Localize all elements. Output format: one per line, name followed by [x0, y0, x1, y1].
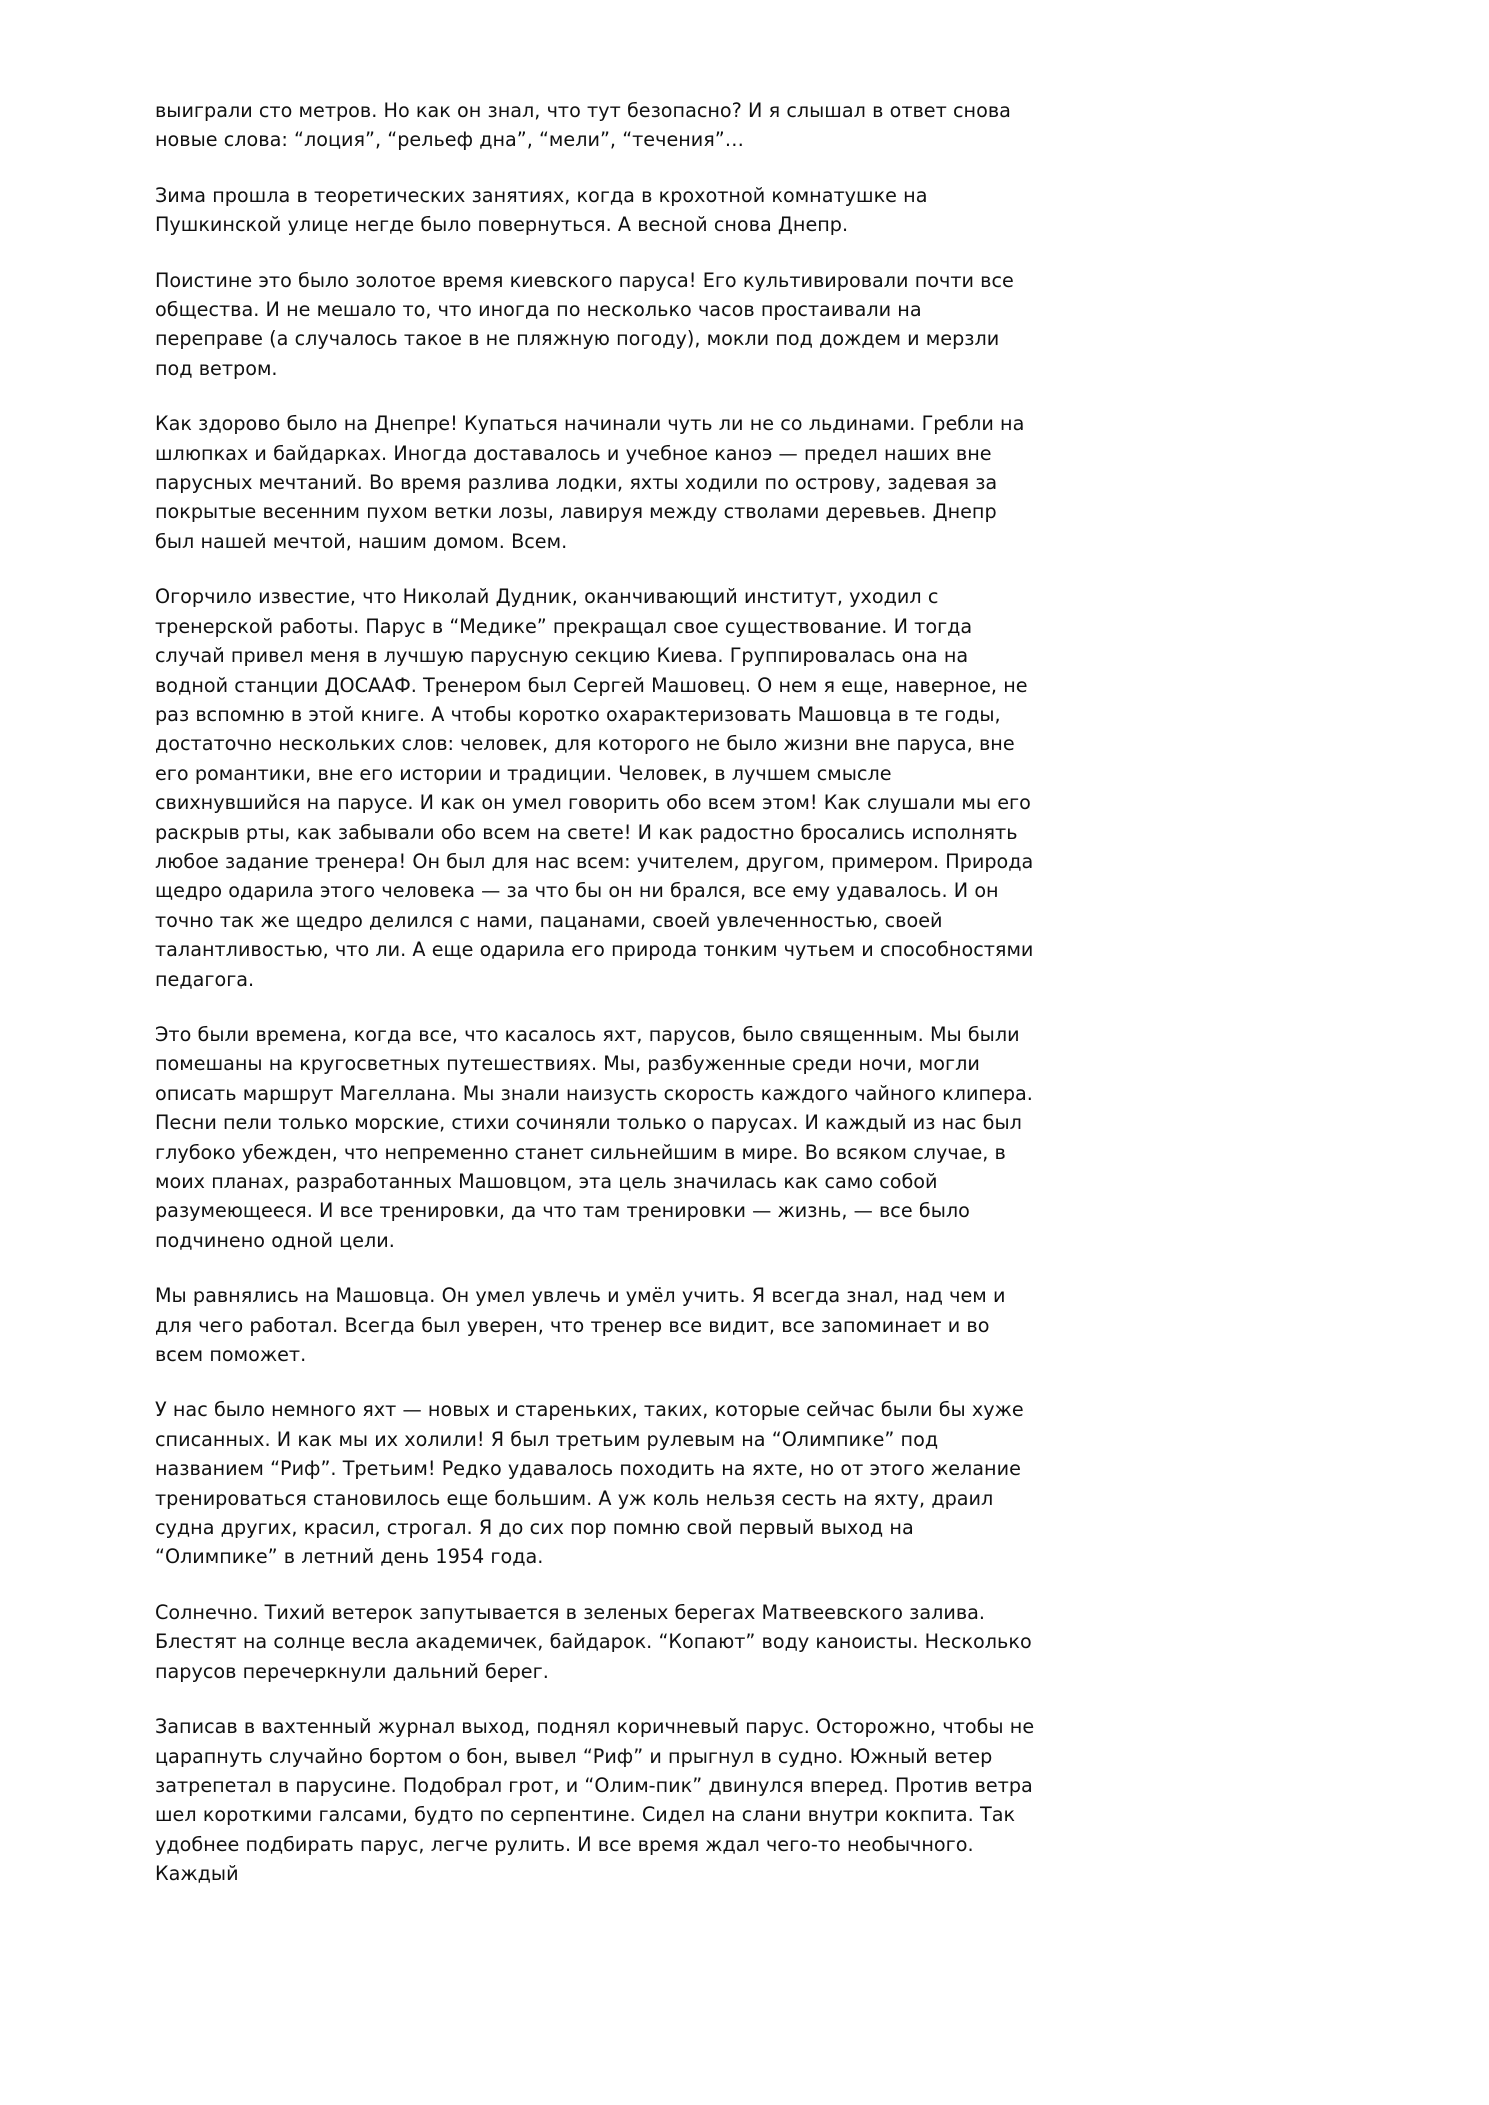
paragraph: Огорчило известие, что Николай Дудник, оканчивающий институт, уходил с тренерской работы. Парус в “Медике” прекращал свое существование. И тогда случай привел меня в лучшую парусную секцию Киева. Группировалась она на водной станции ДОСААФ. Тренером был Сергей Машовец. О нем я еще, наверное, не раз вспомню в этой книге. А чтобы коротко охарактеризовать Машовца в те годы, достаточно нескольких слов: человек, для которого не было жизни вне паруса, вне его романтики, вне его истории и традиции. Человек, в лучшем смысле свихнувшийся на парусе. И как он умел говорить обо всем этом! Как слушали мы его раскрыв рты, как забывали обо всем на свете! И как радостно бросались исполнять любое задание тренера! Он был для нас всем: учителем, другом, примером. Природа щедро одарила этого человека — за что бы он ни брался, все ему удавалось. И он точно так же щедро делился с нами, пацанами, своей увлеченностью, своей талантливостью, что ли. А еще одарила его природа тонким чутьем и способностями педагога.: [155, 585, 1040, 991]
text-column: [155, 96, 1041, 1889]
paragraph: Зима прошла в теоретических занятиях, когда в крохотной комнатушке на Пушкинской улице негде было повернуться. А весной снова Днепр.: [155, 183, 934, 237]
paragraph: Записав в вахтенный журнал выход, поднял коричневый парус. Осторожно, чтобы не царапнуть случайно бортом о бон, вывел “Риф” и прыгнул в судно. Южный ветер затрепетал в парусине. Подобрал грот, и “Олим-пик” двинулся вперед. Против ветра шел короткими галсами, будто по серпентине. Сидел на слани внутри кокпита. Так удобнее подбирать парус, легче рулить. И все время ждал чего-то необычного. Каждый: [155, 1715, 1041, 1886]
paragraph: У нас было немного яхт — новых и стареньких, таких, которые сейчас были бы хуже списанных. И как мы их холили! Я был третьим рулевым на “Олимпике” под названием “Риф”. Третьим! Редко удавалось походить на яхте, но от этого желание тренироваться становилось еще большим. А уж коль нельзя сесть на яхту, драил судна других, красил, строгал. Я до сих пор помню свой первый выход на “Олимпике” в летний день 1954 года.: [155, 1398, 1030, 1569]
paragraph: Солнечно. Тихий ветерок запутывается в зеленых берегах Матвеевского залива. Блестят на солнце весла академичек, байдарок. “Копают” воду каноисты. Несколько парусов перечеркнули дальний берег.: [155, 1600, 1038, 1683]
paragraph: Поистине это было золотое время киевского паруса! Его культивировали почти все общества. И не мешало то, что иногда по несколько часов простаивали на переправе (а случалось такое в не пляжную погоду), мокли под дождем и мерзли под ветром.: [155, 268, 1021, 380]
paragraph: Как здорово было на Днепре! Купаться начинали чуть ли не со льдинами. Гребли на шлюпках и байдарках. Иногда доставалось и учебное каноэ — предел наших вне парусных мечтаний. Во время разлива лодки, яхты ходили по острову, задевая за покрытые весенним пухом ветки лозы, лавируя между стволами деревьев. Днепр был нашей мечтой, нашим домом. Всем.: [155, 412, 1031, 553]
paragraph: Это были времена, когда все, что касалось яхт, парусов, было священным. Мы были помешаны на кругосветных путешествиях. Мы, разбуженные среди ночи, могли описать маршрут Магеллана. Мы знали наизусть скорость каждого чайного клипера. Песни пели только морские, стихи сочиняли только о парусах. И каждый из нас был глубоко убежден, что непременно станет сильнейшим в мире. Во всяком случае, в моих планах, разработанных Машовцом, эта цель значилась как само собой разумеющееся. И все тренировки, да что там тренировки — жизнь, — все было подчинено одной цели.: [155, 1022, 1040, 1252]
paragraph: выиграли сто метров. Но как он знал, что тут безопасно? И я слышал в ответ снова новые слова: “лоция”, “рельеф дна”, “мели”, “течения”…: [155, 99, 1018, 152]
paragraph: Мы равнялись на Машовца. Он умел увлечь и умёл учить. Я всегда знал, над чем и для чего работал. Всегда был уверен, что тренер все видит, все запоминает и во всем поможет.: [155, 1284, 1012, 1367]
